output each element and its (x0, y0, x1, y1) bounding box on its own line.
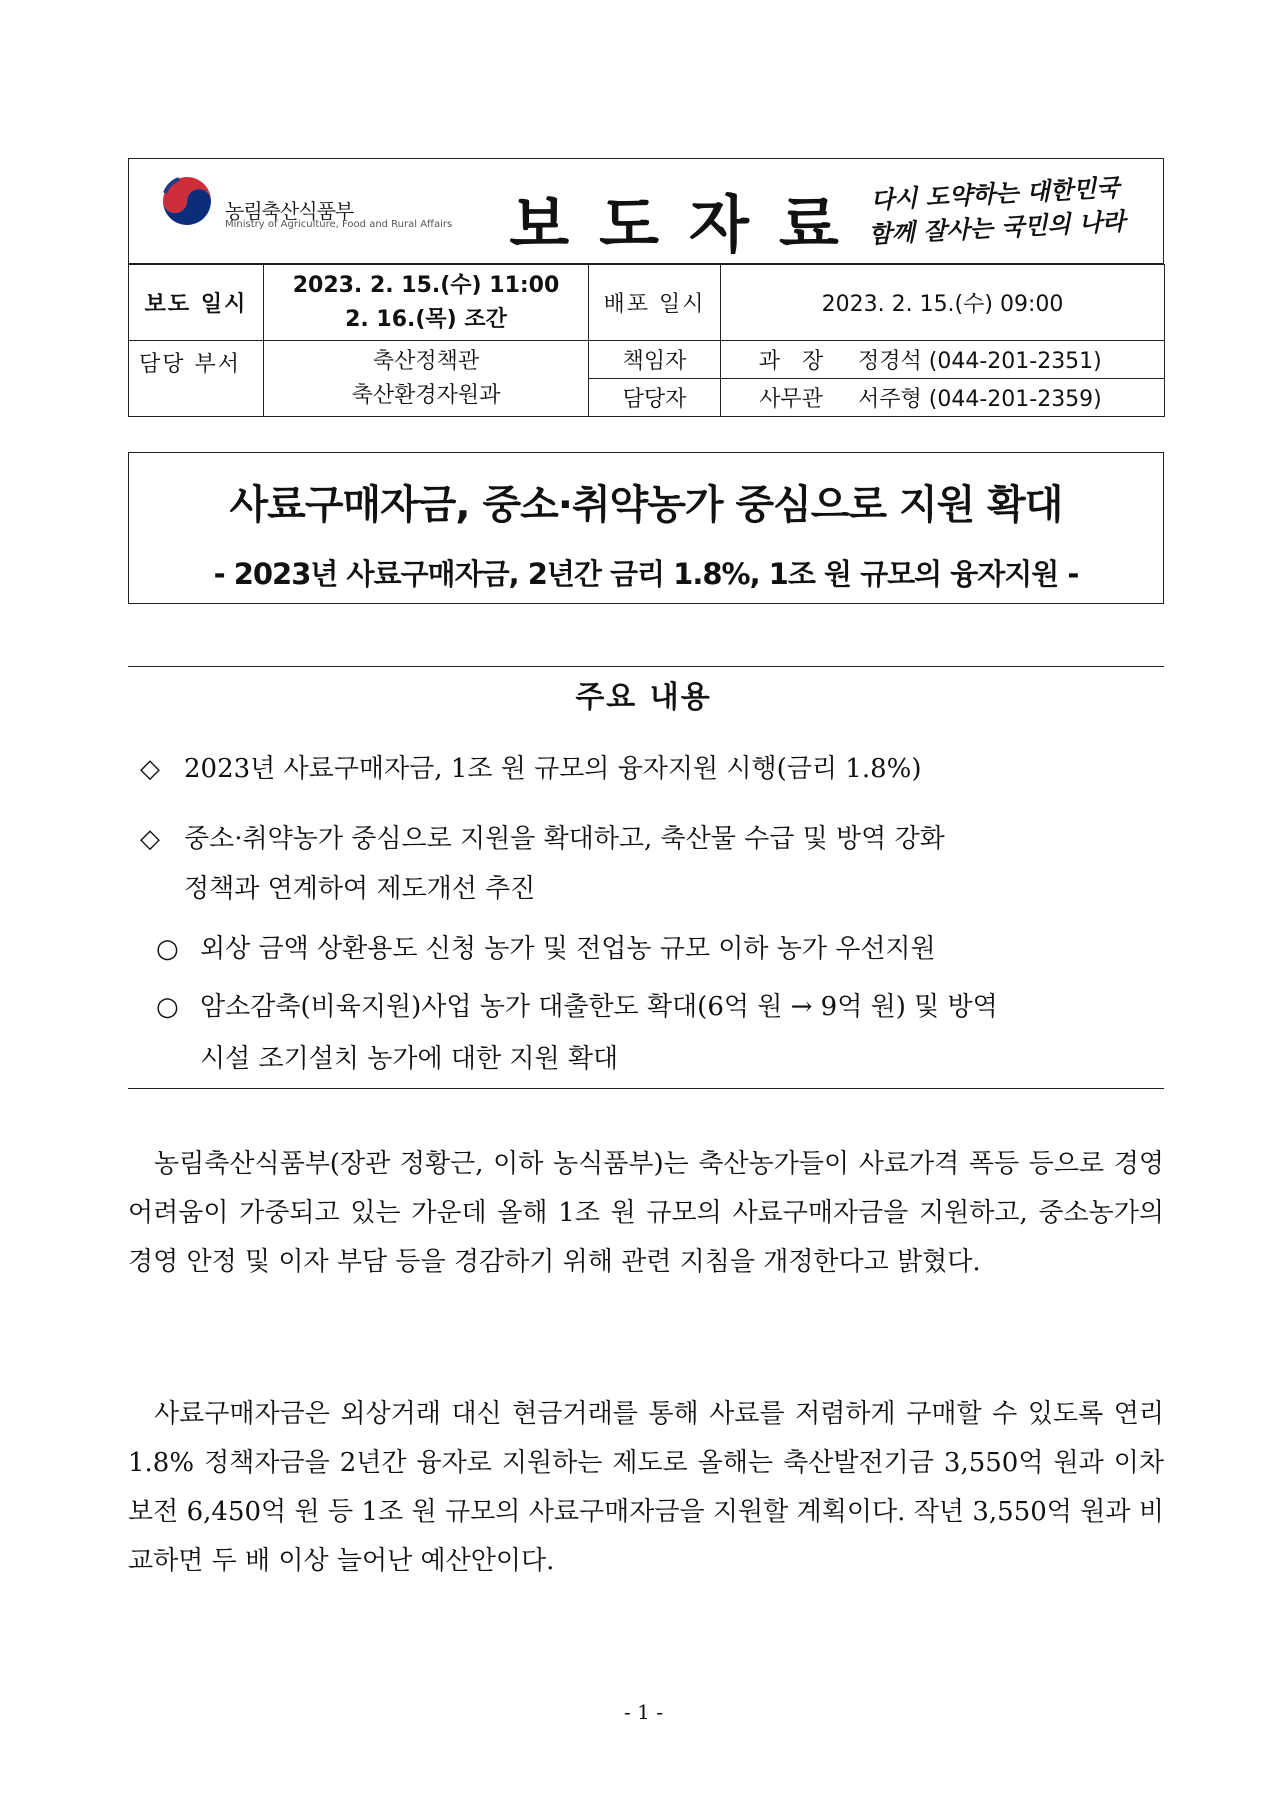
headline-box (128, 452, 1164, 604)
summary-item-text: 2023년 사료구매자금, 1조 원 규모의 융자지원 시행(금리 1.8%) (184, 754, 922, 784)
table-row (129, 341, 1165, 379)
distribution-time-label: 배포 일시 (589, 265, 721, 341)
summary-item-text: 중소·취약농가 중심으로 지원을 확대하고, 축산물 수급 및 방역 강화 (184, 824, 945, 854)
contact-contact: 서주형 (044-201-2359) (858, 387, 1102, 412)
summary-subitem (156, 986, 998, 1023)
slogan-line: 함께 잘사는 국민의 나라 (867, 206, 1126, 249)
department-line: 축산정책관 (372, 348, 480, 374)
summary-title: 주요 내용 (575, 680, 712, 715)
press-release-header (128, 158, 1164, 264)
page-number: - 1 - (624, 1700, 663, 1724)
summary-item-text: 암소감축(비육지원)사업 농가 대출한도 확대(6억 원 → 9억 원) 및 방역 (200, 992, 998, 1022)
distribution-time-value: 2023. 2. 15.(수) 09:00 (721, 265, 1165, 341)
body-paragraph: 농림축산식품부(장관 정황근, 이하 농식품부)는 축산농가들이 사료가격 폭등 등으로 경영 어려움이 가중되고 있는 가운데 올해 1조 원 규모의 사료구매자금을 지원하고, 중소농가의 경영 안정 및 이자 부담 등을 경감하기 위해 관련 지침을 개정한다고 밝혔다. (128, 1149, 1164, 1277)
contact-label: 담당자 (589, 379, 721, 417)
summary-item-continuation: 시설 조기설치 농가에 대한 지원 확대 (200, 1044, 619, 1074)
summary-item-text: 외상 금액 상환용도 신청 농가 및 전업농 규모 이하 농가 우선지원 (200, 934, 936, 964)
government-slogan (849, 169, 1142, 252)
release-time-label: 보도 일시 (129, 265, 264, 341)
manager-contact: 정경석 (044-201-2351) (858, 349, 1102, 374)
department-value (264, 341, 589, 417)
headline-title: 사료구매자금, 중소·취약농가 중심으로 지원 확대 (229, 482, 1063, 528)
summary-subitem (156, 928, 936, 965)
contact-role: 사무관 (759, 387, 823, 412)
government-emblem-icon (157, 171, 217, 231)
summary-item-continuation: 정책과 연계하여 제도개선 추진 (184, 874, 536, 904)
table-row (129, 265, 1165, 341)
circle-bullet-icon: ○ (156, 992, 179, 1022)
summary-bottom-divider (128, 1088, 1164, 1089)
diamond-bullet-icon: ◇ (140, 754, 160, 784)
headline-subtitle: - 2023년 사료구매자금, 2년간 금리 1.8%, 1조 원 규모의 융자지원 - (213, 557, 1079, 591)
body-paragraph: 사료구매자금은 외상거래 대신 현금거래를 통해 사료를 저렴하게 구매할 수 있도록 연리 1.8% 정책자금을 2년간 융자로 지원하는 제도로 올해는 축산발전기금 3,550억 원과 이차보전 6,450억 원 등 1조 원 규모의 사료구매자금을 지원할 계획이다. 작년 3,550억 원과 비교하면 두 배 이상 늘어난 예산안이다. (128, 1399, 1164, 1576)
department-label: 담당 부서 (129, 341, 264, 417)
summary-item (140, 818, 945, 855)
circle-bullet-icon: ○ (156, 934, 179, 964)
release-time-value (264, 265, 589, 341)
ministry-name-en: Ministry of Agriculture, Food and Rural Affairs (225, 219, 453, 230)
document-title: 보도자료 (509, 188, 869, 261)
manager-value (721, 341, 1165, 379)
department-line: 축산환경자원과 (351, 382, 501, 408)
summary-top-divider (128, 666, 1164, 667)
ministry-name: 농림축산식품부 (225, 199, 354, 223)
summary-item (140, 748, 922, 785)
manager-label: 책임자 (589, 341, 721, 379)
manager-role: 과 장 (758, 349, 824, 374)
contact-value (721, 379, 1165, 417)
release-time-line: 2. 16.(목) 조간 (345, 306, 507, 332)
release-time-line: 2023. 2. 15.(수) 11:00 (292, 272, 560, 298)
slogan-line: 다시 도약하는 대한민국 (870, 172, 1120, 215)
release-info-table (128, 264, 1165, 417)
diamond-bullet-icon: ◇ (140, 824, 160, 854)
